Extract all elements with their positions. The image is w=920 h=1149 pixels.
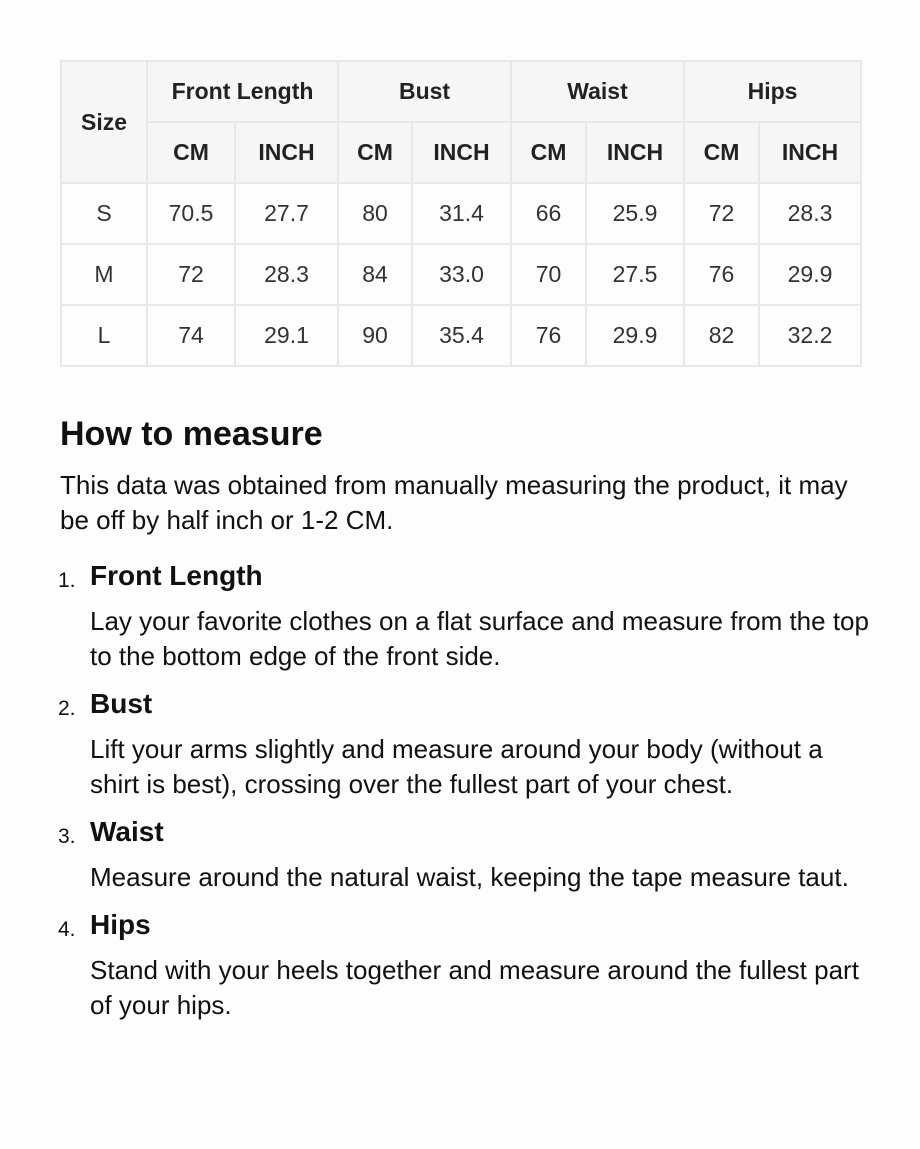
- unit-header-inch: INCH: [759, 122, 861, 183]
- value-cell: 76: [511, 305, 586, 366]
- measure-steps-list: [60, 558, 870, 1023]
- value-cell: 25.9: [586, 183, 684, 244]
- unit-header-inch: INCH: [586, 122, 684, 183]
- value-cell: 72: [684, 183, 759, 244]
- value-cell: 28.3: [235, 244, 338, 305]
- value-cell: 72: [147, 244, 235, 305]
- value-cell: 76: [684, 244, 759, 305]
- how-to-measure-section: [60, 412, 870, 1035]
- size-cell: L: [61, 305, 147, 366]
- step-number: 4.: [58, 918, 76, 941]
- value-cell: 33.0: [412, 244, 511, 305]
- unit-header-cm: CM: [684, 122, 759, 183]
- bust-header: Bust: [338, 61, 511, 122]
- step-description: Measure around the natural waist, keeping the tape measure taut.: [90, 862, 849, 892]
- value-cell: 80: [338, 183, 412, 244]
- size-chart-table: [60, 60, 862, 367]
- size-cell: M: [61, 244, 147, 305]
- value-cell: 74: [147, 305, 235, 366]
- unit-header-inch: INCH: [235, 122, 338, 183]
- unit-header-cm: CM: [147, 122, 235, 183]
- step-description: Lift your arms slightly and measure around your body (without a shirt is best), crossing over the fullest part of your chest.: [90, 734, 823, 799]
- table-unit-row: [61, 122, 861, 183]
- size-column-header: Size: [61, 61, 147, 183]
- value-cell: 29.9: [586, 305, 684, 366]
- intro-text: This data was obtained from manually measuring the product, it may be off by half inch or 1-2 CM.: [60, 470, 848, 535]
- step-title: Hips: [90, 909, 151, 940]
- table-row: [61, 183, 861, 244]
- list-item: [60, 686, 870, 802]
- value-cell: 27.7: [235, 183, 338, 244]
- step-number: 2.: [58, 697, 76, 720]
- table-row: [61, 244, 861, 305]
- value-cell: 32.2: [759, 305, 861, 366]
- unit-header-cm: CM: [511, 122, 586, 183]
- value-cell: 70.5: [147, 183, 235, 244]
- list-item: [60, 907, 870, 1023]
- value-cell: 29.9: [759, 244, 861, 305]
- list-item: [60, 814, 870, 895]
- step-number: 1.: [58, 569, 76, 592]
- table-row: [61, 305, 861, 366]
- section-title: How to measure: [60, 415, 323, 453]
- value-cell: 84: [338, 244, 412, 305]
- hips-header: Hips: [684, 61, 861, 122]
- step-title: Waist: [90, 816, 164, 847]
- step-description: Lay your favorite clothes on a flat surface and measure from the top to the bottom edge of the front side.: [90, 606, 869, 671]
- step-title: Bust: [90, 688, 153, 719]
- value-cell: 31.4: [412, 183, 511, 244]
- waist-header: Waist: [511, 61, 684, 122]
- unit-header-cm: CM: [338, 122, 412, 183]
- value-cell: 70: [511, 244, 586, 305]
- step-description: Stand with your heels together and measure around the fullest part of your hips.: [90, 955, 859, 1020]
- value-cell: 27.5: [586, 244, 684, 305]
- step-number: 3.: [58, 825, 76, 848]
- front-length-header: Front Length: [147, 61, 338, 122]
- value-cell: 29.1: [235, 305, 338, 366]
- value-cell: 82: [684, 305, 759, 366]
- step-title: Front Length: [90, 560, 263, 591]
- value-cell: 28.3: [759, 183, 861, 244]
- size-cell: S: [61, 183, 147, 244]
- unit-header-inch: INCH: [412, 122, 511, 183]
- table-header-row: [61, 61, 861, 122]
- value-cell: 66: [511, 183, 586, 244]
- value-cell: 90: [338, 305, 412, 366]
- value-cell: 35.4: [412, 305, 511, 366]
- list-item: [60, 558, 870, 674]
